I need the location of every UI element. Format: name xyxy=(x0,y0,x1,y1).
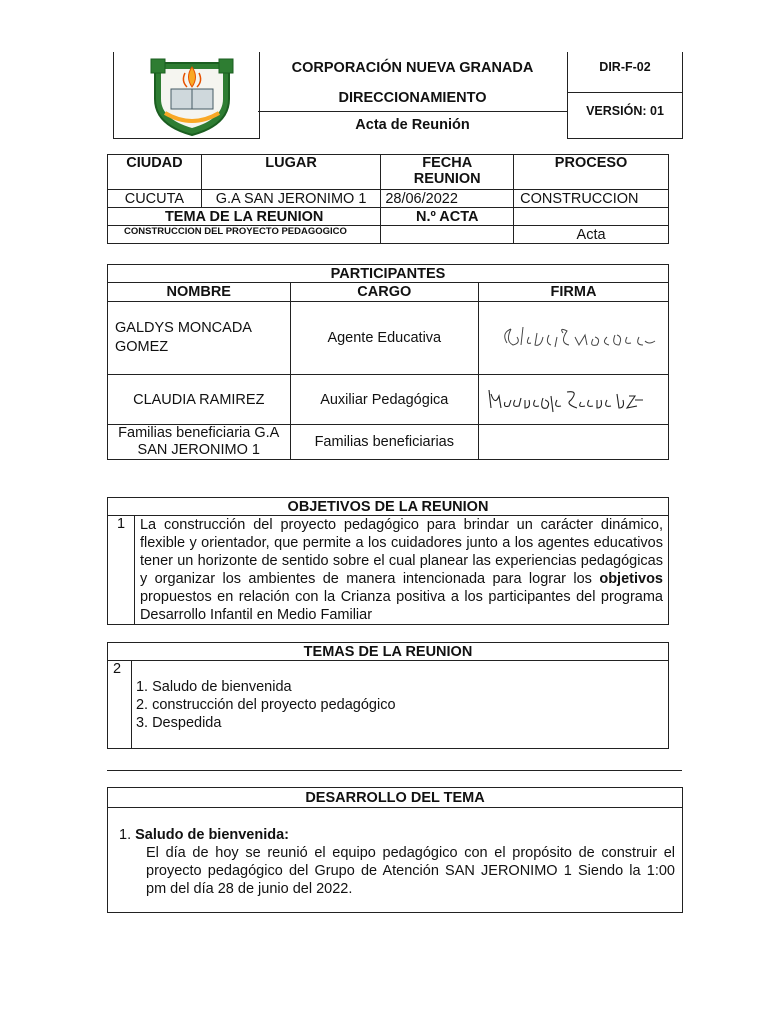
participant-name: Familias beneficiaria G.A SAN JERONIMO 1 xyxy=(108,425,291,460)
header-nombre: NOMBRE xyxy=(108,283,291,302)
header-lugar: LUGAR xyxy=(201,155,381,190)
department-name: DIRECCIONAMIENTO xyxy=(338,90,487,106)
topics-title: TEMAS DE LA REUNION xyxy=(108,643,669,661)
signature-image xyxy=(485,386,645,414)
header-acta: N.º ACTA xyxy=(381,208,514,226)
participant-name: CLAUDIA RAMIREZ xyxy=(108,375,291,425)
development-text: El día de hoy se reunió el equipo pedagógico con el propósito de construir el proyecto pedagógico del Grupo de Atención SAN JERONIMO 1 Siendo la 1:00 pm del día 28 de junio del 2022. xyxy=(146,845,675,897)
participants-table xyxy=(107,264,669,460)
header-fecha: FECHA REUNION xyxy=(381,155,514,190)
participant-name: GALDYS MONCADA GOMEZ xyxy=(108,302,291,375)
objective-bold-word: objetivos xyxy=(599,571,663,587)
objectives-table xyxy=(107,497,669,625)
header-firma: FIRMA xyxy=(479,283,669,302)
table-row xyxy=(108,302,669,375)
header-cargo: CARGO xyxy=(290,283,479,302)
header-ciudad: CIUDAD xyxy=(108,155,202,190)
section-divider xyxy=(107,770,682,771)
value-acta: Acta xyxy=(514,226,669,244)
document-type: Acta de Reunión xyxy=(355,117,470,133)
list-item: 1. Saludo de bienvenida xyxy=(135,679,292,695)
meeting-info-table xyxy=(107,154,669,244)
org-name: CORPORACIÓN NUEVA GRANADA xyxy=(291,60,534,76)
value-fecha: 28/06/2022 xyxy=(381,190,514,208)
participant-role: Auxiliar Pedagógica xyxy=(290,375,479,425)
participants-title: PARTICIPANTES xyxy=(108,265,669,283)
topics-number: 2 xyxy=(108,661,132,749)
participant-role: Familias beneficiarias xyxy=(290,425,479,460)
logo-cell xyxy=(113,52,260,139)
signature-image xyxy=(499,323,659,353)
participant-signature xyxy=(479,375,669,425)
school-crest-logo xyxy=(147,55,237,137)
participant-role: Agente Educativa xyxy=(290,302,479,375)
header-code-cell xyxy=(567,52,683,139)
value-lugar: G.A SAN JERONIMO 1 xyxy=(201,190,381,208)
value-tema: CONSTRUCCION DEL PROYECTO PEDAGOGICO xyxy=(108,226,381,244)
topics-list xyxy=(131,661,668,749)
table-row xyxy=(108,425,669,460)
list-item: 3. Despedida xyxy=(135,715,222,731)
development-item-heading: 1. Saludo de bienvenida: xyxy=(119,827,290,843)
development-title: DESARROLLO DEL TEMA xyxy=(108,788,683,808)
header-title-cell xyxy=(258,52,567,138)
participant-signature xyxy=(479,302,669,375)
document-code: DIR-F-02 xyxy=(599,60,651,74)
topics-table xyxy=(107,642,669,749)
participant-signature xyxy=(479,425,669,460)
value-proceso: CONSTRUCCION xyxy=(514,190,669,208)
table-row xyxy=(108,375,669,425)
development-content xyxy=(108,808,683,913)
header-proceso: PROCESO xyxy=(514,155,669,190)
header-tema: TEMA DE LA REUNION xyxy=(108,208,381,226)
document-version: VERSIÓN: 01 xyxy=(586,104,664,118)
value-ciudad: CUCUTA xyxy=(108,190,202,208)
objectives-title: OBJETIVOS DE LA REUNION xyxy=(108,498,669,516)
development-table xyxy=(107,787,683,913)
objective-text: La construcción del proyecto pedagógico para brindar un carácter dinámico, flexible y orientador, que permite a los cuidadores junto a los agentes educativos tener un horizonte de sentido sobre el cual planear las experiencias pedagógicas y organizar los ambientes de manera intencionada para lograr los objetivos propuestos en relación con la Crianza positiva a los participantes del programa Desarrollo Infantil en Medio Familiar xyxy=(134,516,668,625)
objective-number: 1 xyxy=(108,516,135,625)
list-item: 2. construcción del proyecto pedagógico xyxy=(135,697,396,713)
